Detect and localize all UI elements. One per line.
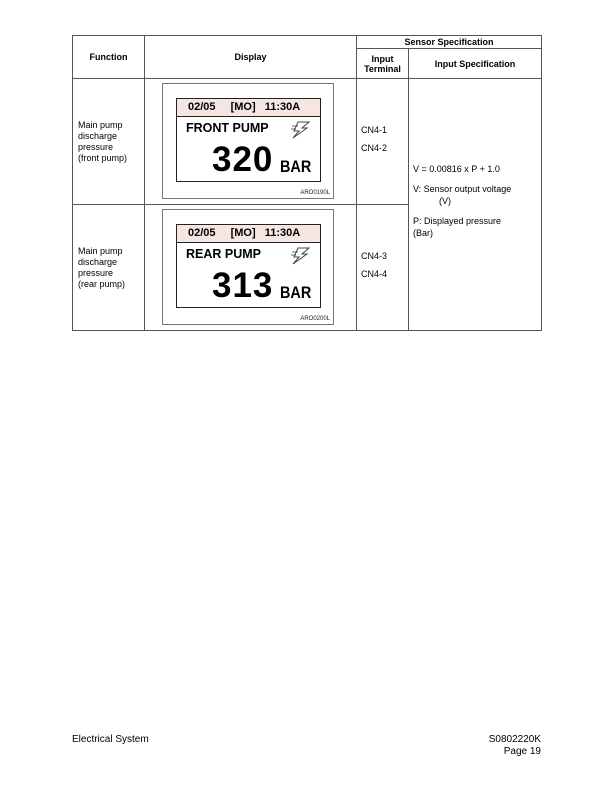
display-cell: [145, 79, 357, 205]
terminal-label: CN4-2: [361, 143, 388, 153]
screen-time: 11:30A: [264, 101, 301, 113]
terminal-label: CN4-4: [361, 269, 388, 279]
function-cell: [73, 205, 145, 331]
screen-status-bar: [177, 225, 320, 243]
screen-date: 02/05: [188, 101, 216, 113]
table-row-front-pump: [73, 79, 542, 205]
sensor-spec-table: [72, 35, 542, 331]
function-line: pressure: [78, 267, 114, 278]
pressure-unit: BAR: [280, 283, 312, 302]
screen-date: 02/05: [188, 227, 216, 239]
screen-pump-title: FRONT PUMP: [186, 121, 269, 135]
spec-p-definition: [413, 215, 537, 239]
pressure-unit: BAR: [280, 157, 312, 176]
terminal-label: CN4-1: [361, 125, 388, 135]
function-line: Main pump: [78, 245, 123, 256]
figure-code: ARO0200L: [300, 316, 330, 322]
display-figure: [162, 83, 334, 199]
function-line: (front pump): [78, 152, 128, 163]
function-line: Main pump: [78, 119, 123, 130]
function-cell: [73, 79, 145, 205]
pressure-value: 320: [212, 140, 274, 179]
monitor-screen: [176, 98, 321, 182]
terminal-cell: [357, 79, 409, 205]
screen-day: [MO]: [230, 227, 256, 239]
pump-lightning-icon: [289, 246, 313, 266]
spec-v-unit: (V): [439, 195, 451, 206]
pump-lightning-icon: [289, 120, 313, 140]
spec-v-definition: [413, 183, 537, 207]
pressure-value: 313: [212, 266, 274, 305]
screen-pump-title: REAR PUMP: [186, 247, 262, 261]
figure-code: ARO0190L: [300, 190, 330, 196]
header-input-terminal: Input Terminal: [357, 49, 409, 79]
footer-page-number: Page 19: [503, 746, 541, 757]
header-display: Display: [145, 36, 357, 79]
terminal-label: CN4-3: [361, 251, 388, 261]
display-cell: [145, 205, 357, 331]
terminal-cell: [357, 205, 409, 331]
screen-day: [MO]: [230, 101, 256, 113]
monitor-screen: [176, 224, 321, 308]
spec-v-def-text: V: Sensor output voltage: [413, 183, 512, 194]
footer-doc-code: S0802220K: [488, 734, 541, 745]
screen-status-bar: [177, 99, 320, 117]
spec-formula: V = 0.00816 x P + 1.0: [413, 163, 500, 174]
input-spec-cell: [409, 79, 542, 331]
header-input-spec: Input Specification: [409, 49, 542, 79]
screen-time: 11:30A: [264, 227, 301, 239]
header-function: Function: [73, 36, 145, 79]
header-sensor-spec: Sensor Specification: [357, 36, 542, 49]
function-line: discharge: [78, 256, 118, 267]
function-line: (rear pump): [78, 278, 126, 289]
function-line: pressure: [78, 141, 114, 152]
spec-p-unit: (Bar): [413, 227, 433, 238]
display-figure: [162, 209, 334, 325]
spec-p-def-text: P: Displayed pressure: [413, 215, 502, 226]
function-line: discharge: [78, 130, 118, 141]
footer-section: Electrical System: [72, 734, 149, 745]
